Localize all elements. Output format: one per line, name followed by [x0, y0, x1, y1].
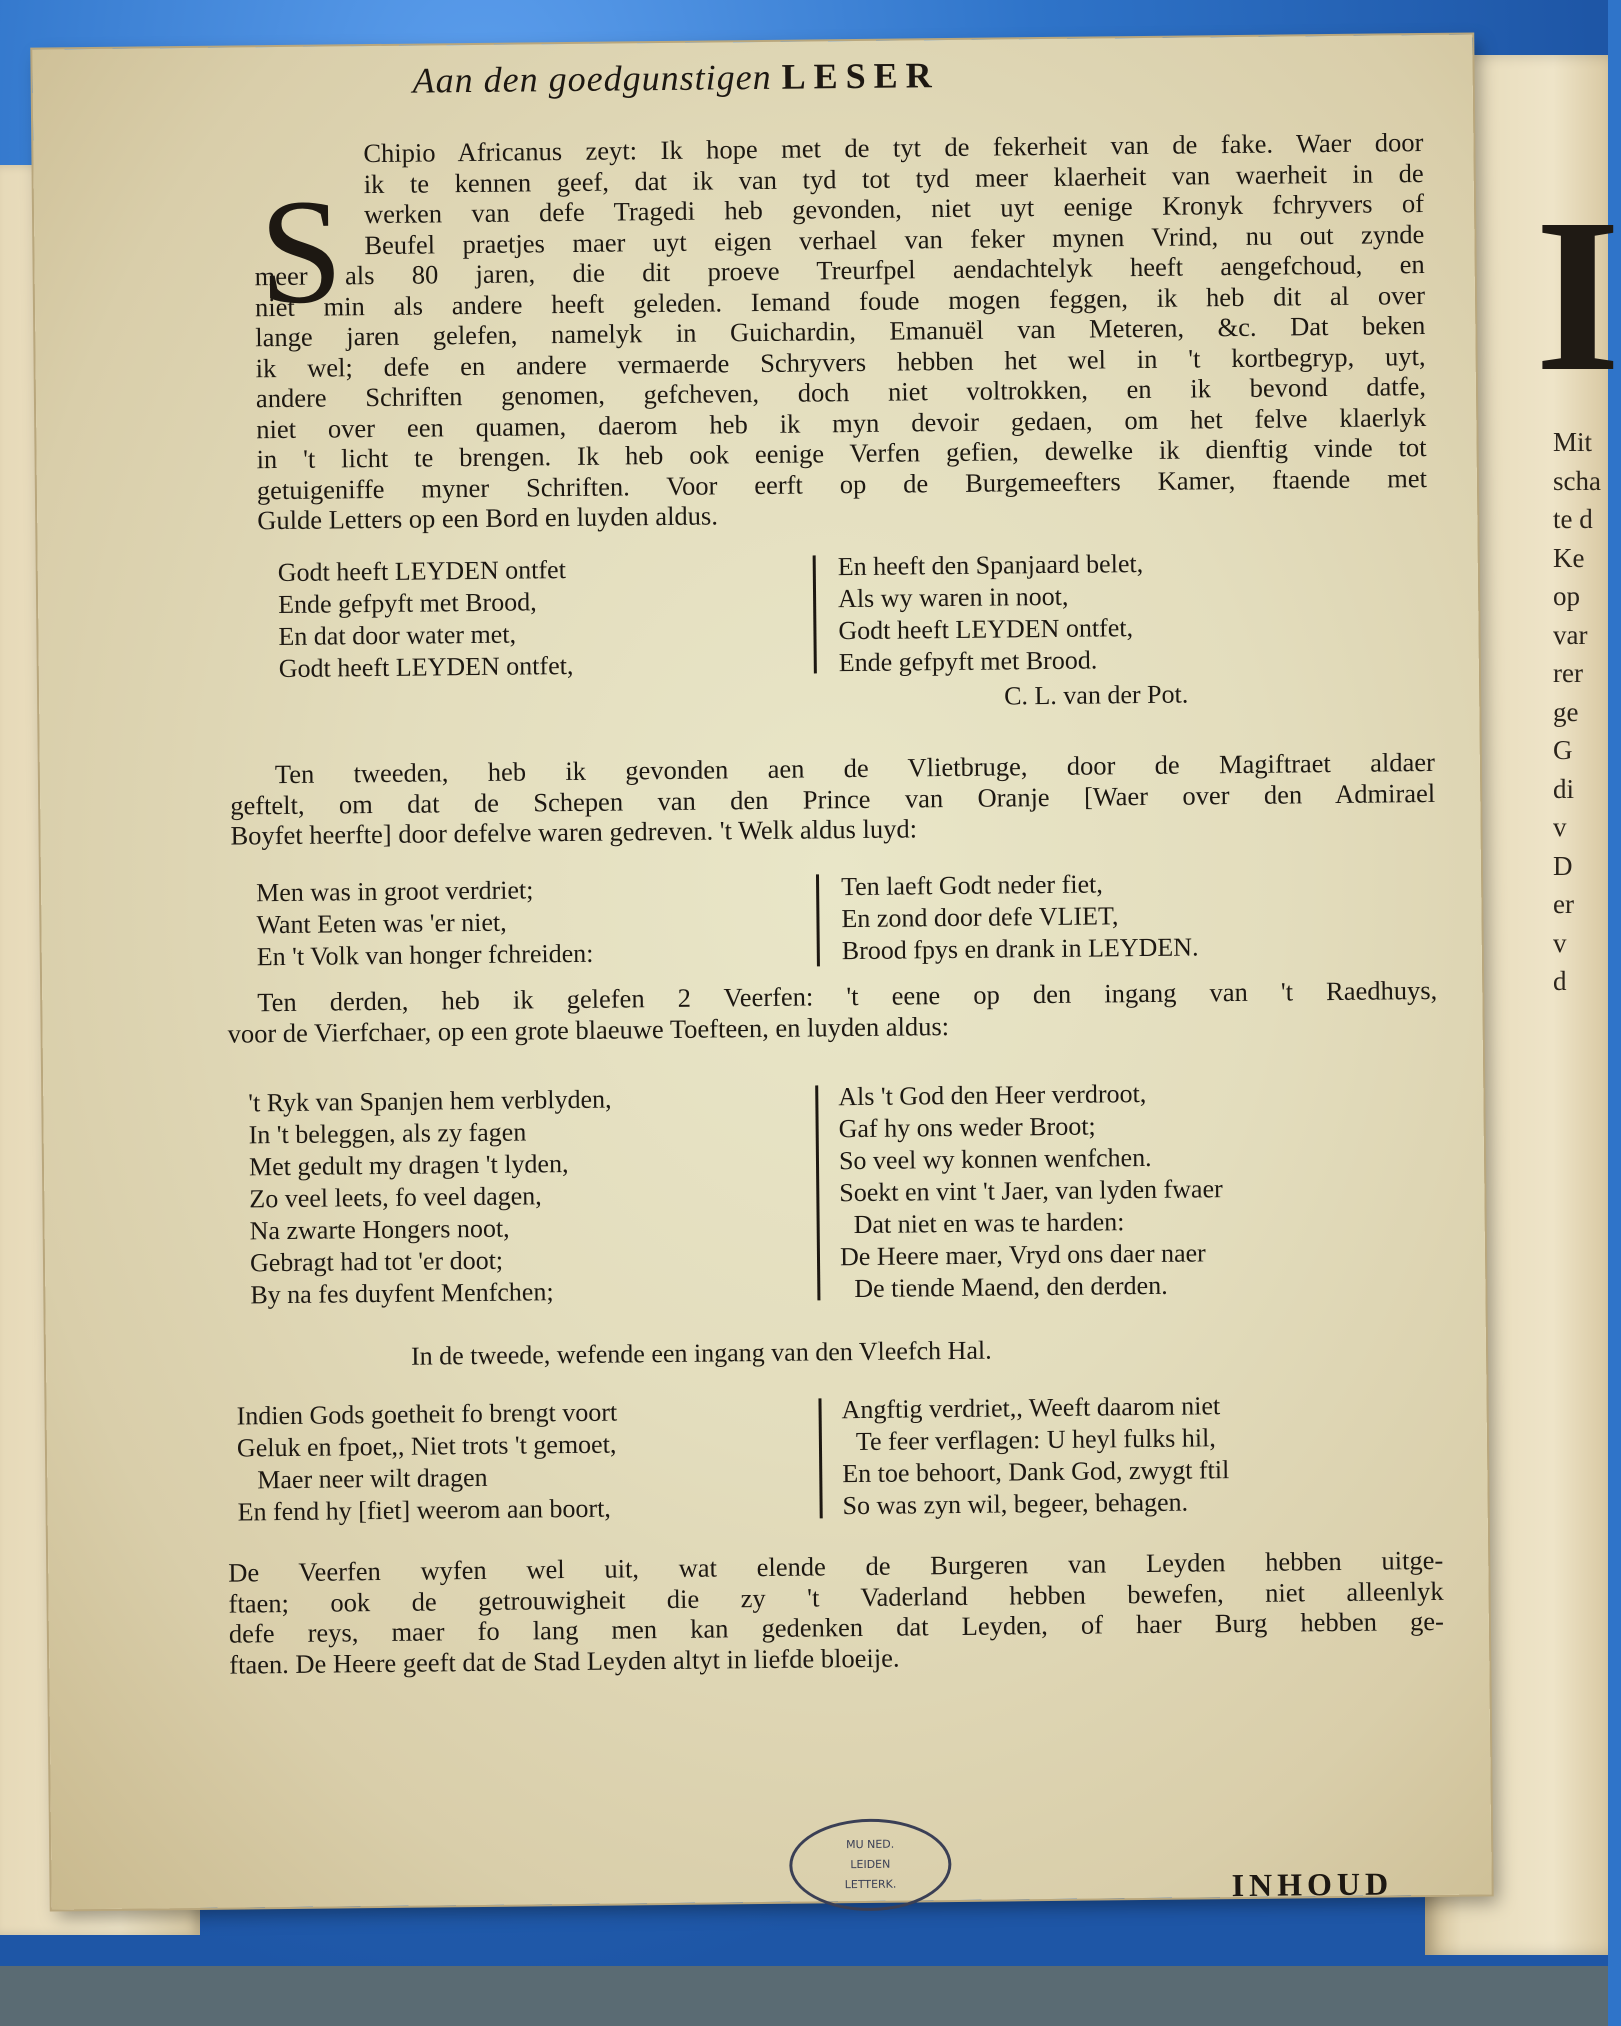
closing-paragraph: [228, 1545, 1444, 1680]
verse3-right: [838, 1077, 1224, 1305]
right-initial: I: [1535, 173, 1621, 417]
text-line: ik wel; defe en andere vermaerde Schryvers hebben het wel in 't kortbegryp, uyt,: [255, 340, 1426, 383]
text-line: ik te kennen geef, dat ik van tyd tot tyd meer klaerheit van waerheit in de: [363, 157, 1424, 199]
stamp-line: MU NED.: [845, 1837, 895, 1852]
verse-line: En dat door water met,: [278, 619, 517, 652]
verse-line: Ten laeft Godt neder fiet,: [840, 869, 1103, 902]
printed-page: [32, 35, 1491, 1910]
table-surface: [0, 1966, 1608, 2026]
verse-line: De tiende Maend, den derden.: [854, 1270, 1168, 1304]
verse-line: So veel wy konnen wenfchen.: [838, 1142, 1152, 1176]
verse2-left: [256, 874, 594, 974]
verse-line: En zond door defe VLIET,: [841, 901, 1119, 934]
catchword: INHOUD: [1231, 1865, 1394, 1904]
verse-line: So was zyn wil, begeer, behagen.: [842, 1487, 1189, 1521]
verse-line: En 't Volk van honger fchreiden:: [256, 938, 594, 972]
verse-divider: [816, 874, 820, 966]
second-inscription-heading: In de tweede, wefende een ingang van den Vleefch Hal.: [410, 1335, 992, 1371]
verse-line: By na fes duyfent Menfchen;: [250, 1277, 554, 1310]
verse4-right: [841, 1390, 1229, 1522]
drop-cap: S: [258, 168, 344, 336]
text-line: Ten tweeden, heb ik gevonden aen de Vlietbruge, door de Magiftraet aldaer: [274, 746, 1435, 790]
verse-line: En toe behoort, Dank God, zwygt ftil: [842, 1455, 1230, 1489]
page-heading: [412, 54, 939, 102]
verse-line: En fend hy [fiet] weerom aan boort,: [237, 1493, 612, 1527]
text-line: lange jaren gelefen, namelyk in Guichardin, Emanuël van Meteren, &c. Dat beken: [255, 310, 1426, 353]
right-line: er: [1553, 889, 1574, 919]
right-line: op: [1553, 581, 1580, 611]
right-line: te d: [1553, 504, 1593, 534]
right-line: d: [1553, 966, 1567, 996]
verse4-left: [236, 1397, 618, 1529]
verse-line: In 't beleggen, als zy fagen: [248, 1117, 527, 1150]
verse-line: Want Eeten was 'er niet,: [256, 907, 507, 940]
verse2-right: [841, 867, 1199, 967]
second-paragraph: [230, 747, 1436, 851]
text-line: Gulde Letters op een Bord en luyden aldus.: [257, 500, 719, 536]
verse3-left: [248, 1084, 614, 1312]
intro-paragraph: [255, 249, 1428, 536]
verse-line: Geluk en fpoet,, Niet trots 't gemoet,: [236, 1429, 617, 1463]
verse-line: En heeft den Spanjaard belet,: [837, 548, 1144, 582]
text-line: Chipio Africanus zeyt: Ik hope met de tyt de fekerheit van de fake. Waer door: [363, 127, 1424, 169]
verse-line: Ende gefpyft met Brood,: [277, 587, 537, 620]
right-book-lines: [1553, 423, 1601, 1001]
right-line: v: [1553, 812, 1567, 842]
text-line: Beufel praetjes maer uyt eigen verhael van feker mynen Vrind, nu out zynde: [364, 218, 1425, 260]
verse-line: Godt heeft LEYDEN ontfet,: [278, 650, 574, 684]
right-line: ge: [1553, 696, 1579, 727]
verse1-left: [278, 554, 574, 685]
right-line: D: [1553, 850, 1573, 881]
right-line: var: [1553, 619, 1588, 650]
text-line: ftaen. De Heere geeft dat de Stad Leyden altyt in liefde bloeije.: [229, 1642, 900, 1680]
text-line: De Veerfen wyfen wel uit, wat elende de Burgeren van Leyden hebben uitge-: [228, 1544, 1444, 1588]
right-line: Ke: [1553, 542, 1585, 573]
heading-prefix: Aan den goedgunstigen: [412, 56, 772, 101]
text-line: defe reys, maer fo lang men kan gedenken dat Leyden, of haer Burg hebben ge-: [228, 1605, 1444, 1649]
text-line: ftaen; ook de getrouwigheit die zy 't Vaderland hebben bewefen, niet alleenlyk: [228, 1575, 1444, 1619]
right-line: v: [1553, 927, 1567, 958]
verse-line: Men was in groot verdriet;: [255, 875, 534, 908]
verse-divider: [815, 1085, 820, 1300]
verse-line: Als 't God den Heer verdroot,: [838, 1078, 1147, 1112]
text-line: meer als 80 jaren, die dit proeve Treurfpel aendachtelyk heeft aengefchoud, en: [254, 249, 1425, 292]
right-line: G: [1553, 735, 1573, 765]
verse-divider: [818, 1398, 822, 1518]
verse-line: Dat niet en was te harden:: [853, 1207, 1125, 1240]
verse-line: Godt heeft LEYDEN ontfet,: [838, 613, 1134, 646]
text-line: niet min als andere heeft geleden. Iemand foude mogen feggen, ik heb dit al over: [254, 279, 1426, 322]
verse-line: Indien Gods goetheit fo brengt voort: [236, 1397, 618, 1431]
text-line: getuigeniffe myner Schriften. Voor eerft op de Burgemeefters Kamer, ftaende met: [256, 462, 1428, 505]
verse-line: Maer neer wilt dragen: [257, 1462, 488, 1495]
verse-line: Gaf hy ons weder Broot;: [838, 1111, 1096, 1144]
verse-line: De Heere maer, Vryd ons daer naer: [839, 1238, 1206, 1272]
verse-line: Angftig verdriet,, Weeft daarom niet: [841, 1391, 1221, 1425]
verse1-signature: C. L. van der Pot.: [1003, 679, 1189, 711]
verse-line: Na zwarte Hongers noot,: [249, 1213, 510, 1246]
page-content: [32, 35, 1491, 1910]
verse-line: Met gedult my dragen 't lyden,: [248, 1149, 569, 1182]
text-line: Ten derden, heb ik gelefen 2 Veerfen: 't eene op den ingang van 't Raedhuys,: [257, 974, 1438, 1018]
verse-line: Zo veel leets, fo veel dagen,: [249, 1181, 542, 1214]
right-line: di: [1553, 773, 1575, 804]
text-line: werken van defe Tragedi heb gevonden, niet uyt eenige Kronyk fchryvers of: [363, 188, 1425, 230]
verse-line: Gebragt had tot 'er doot;: [249, 1245, 504, 1278]
intro-paragraph-top: [363, 127, 1424, 260]
right-line: scha: [1553, 465, 1601, 496]
right-line: rer: [1553, 658, 1583, 688]
verse-line: Als wy waren in noot,: [837, 581, 1069, 614]
verse-line: Brood fpys en drank in LEYDEN.: [841, 932, 1199, 966]
text-line: andere Schriften genomen, gefcheven, doch niet voltrokken, en ik bevond datfe,: [255, 371, 1427, 414]
verse-line: Ende gefpyft met Brood.: [838, 645, 1098, 678]
verse-divider: [813, 555, 817, 673]
verse-line: 't Ryk van Spanjen hem verblyden,: [248, 1084, 612, 1118]
verse1-right: [838, 548, 1145, 679]
heading-caps: LESER: [781, 55, 940, 97]
stamp-line: LEIDEN: [850, 1857, 891, 1872]
right-line: Mit: [1553, 427, 1593, 457]
library-stamp: [789, 1818, 952, 1912]
verse-line: Godt heeft LEYDEN ontfet: [277, 555, 567, 588]
verse-line: Te feer verflagen: U heyl fulks hil,: [855, 1423, 1216, 1457]
stamp-line: LETTERK.: [844, 1877, 897, 1892]
text-line: Boyfet heerfte] door defelve waren gedreven. 't Welk aldus luyd:: [230, 813, 918, 851]
text-line: voor de Vierfchaer, op een grote blaeuwe Toefteen, en luyden aldus:: [227, 1010, 950, 1049]
text-line: in 't licht te brengen. Ik heb ook eenige Verfen gefien, dewelke ik dienftig vinde tot: [256, 432, 1427, 475]
text-line: niet over een quamen, daerom heb ik myn devoir gedaen, om het felve klaerlyk: [256, 401, 1427, 444]
text-line: geftelt, om dat de Schepen van den Prince van Oranje [Waer over den Admirael: [230, 777, 1436, 821]
third-paragraph: [227, 975, 1438, 1049]
verse-line: Soekt en vint 't Jaer, van lyden fwaer: [839, 1174, 1223, 1208]
